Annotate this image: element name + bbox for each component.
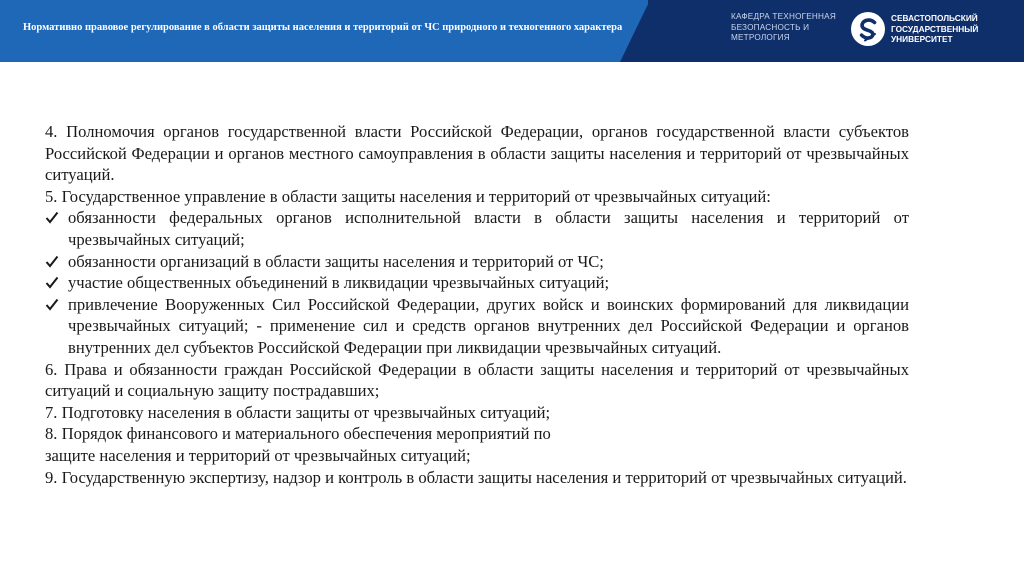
paragraph-4: 4. Полномочия органов государственной власти Российской Федерации, органов государственной власти субъектов Российской Федерации и органов местного самоуправления в области защиты населения и территорий от чрезвычайных ситуаций. bbox=[45, 122, 909, 185]
department-line: БЕЗОПАСНОСТЬ И bbox=[731, 22, 810, 32]
list-item bbox=[45, 251, 909, 273]
university-line: УНИВЕРСИТЕТ bbox=[891, 34, 953, 44]
university-name bbox=[891, 13, 1021, 45]
department-line: МЕТРОЛОГИЯ bbox=[731, 33, 790, 42]
paragraph-7: 7. Подготовку населения в области защиты от чрезвычайных ситуаций; bbox=[45, 402, 551, 422]
checkmark-icon bbox=[45, 255, 59, 268]
list-item-text: участие общественных объединений в ликвидации чрезвычайных ситуаций; bbox=[68, 273, 610, 293]
sevsu-logo-icon bbox=[851, 12, 885, 46]
university-line: СЕВАСТОПОЛЬСКИЙ bbox=[891, 13, 978, 23]
list-item-text: обязанности организаций в области защиты населения и территорий от ЧС; bbox=[68, 251, 604, 271]
list-item bbox=[45, 207, 909, 250]
checkmark-icon bbox=[45, 211, 59, 224]
department-name bbox=[731, 12, 851, 44]
university-line: ГОСУДАРСТВЕННЫЙ bbox=[891, 23, 979, 34]
paragraph-8: 8. Порядок финансового и материального обеспечения мероприятий по bbox=[45, 424, 551, 444]
paragraph-6: 6. Права и обязанности граждан Российской Федерации в области защиты населения и территорий от чрезвычайных ситуаций и социальную защиту пострадавших; bbox=[45, 359, 909, 401]
list-item bbox=[45, 294, 909, 359]
document-body bbox=[45, 121, 909, 488]
checkmark-icon bbox=[45, 298, 59, 311]
header-bar bbox=[0, 0, 1024, 62]
paragraph-9: 9. Государственную экспертизу, надзор и контроль в области защиты населения и территорий от чрезвычайных ситуаций. bbox=[45, 467, 907, 487]
list-item bbox=[45, 272, 909, 294]
department-line: КАФЕДРА ТЕХНОГЕННАЯ bbox=[731, 12, 836, 21]
checkmark-icon bbox=[45, 276, 59, 289]
paragraph-5: 5. Государственное управление в области защиты населения и территорий от чрезвычайных ситуаций: bbox=[45, 186, 771, 206]
paragraph-8-continued: защите населения и территорий от чрезвычайных ситуаций; bbox=[45, 445, 471, 465]
list-item-text: привлечение Вооруженных Сил Российской Федерации, других войск и воинских формирований для ликвидации чрезвычайных ситуаций; - применение сил и средств органов внутренних дел Российской Федерации и органов внутренних дел субъектов Российской Федерации при ликвидации чрезвычайных ситуаций. bbox=[68, 294, 909, 357]
page-title: Нормативно правовое регулирование в области защиты населения и территорий от ЧС природного и техногенного характера bbox=[23, 22, 623, 33]
list-item-text: обязанности федеральных органов исполнительной власти в области защиты населения и территорий от чрезвычайных ситуаций; bbox=[68, 208, 909, 249]
